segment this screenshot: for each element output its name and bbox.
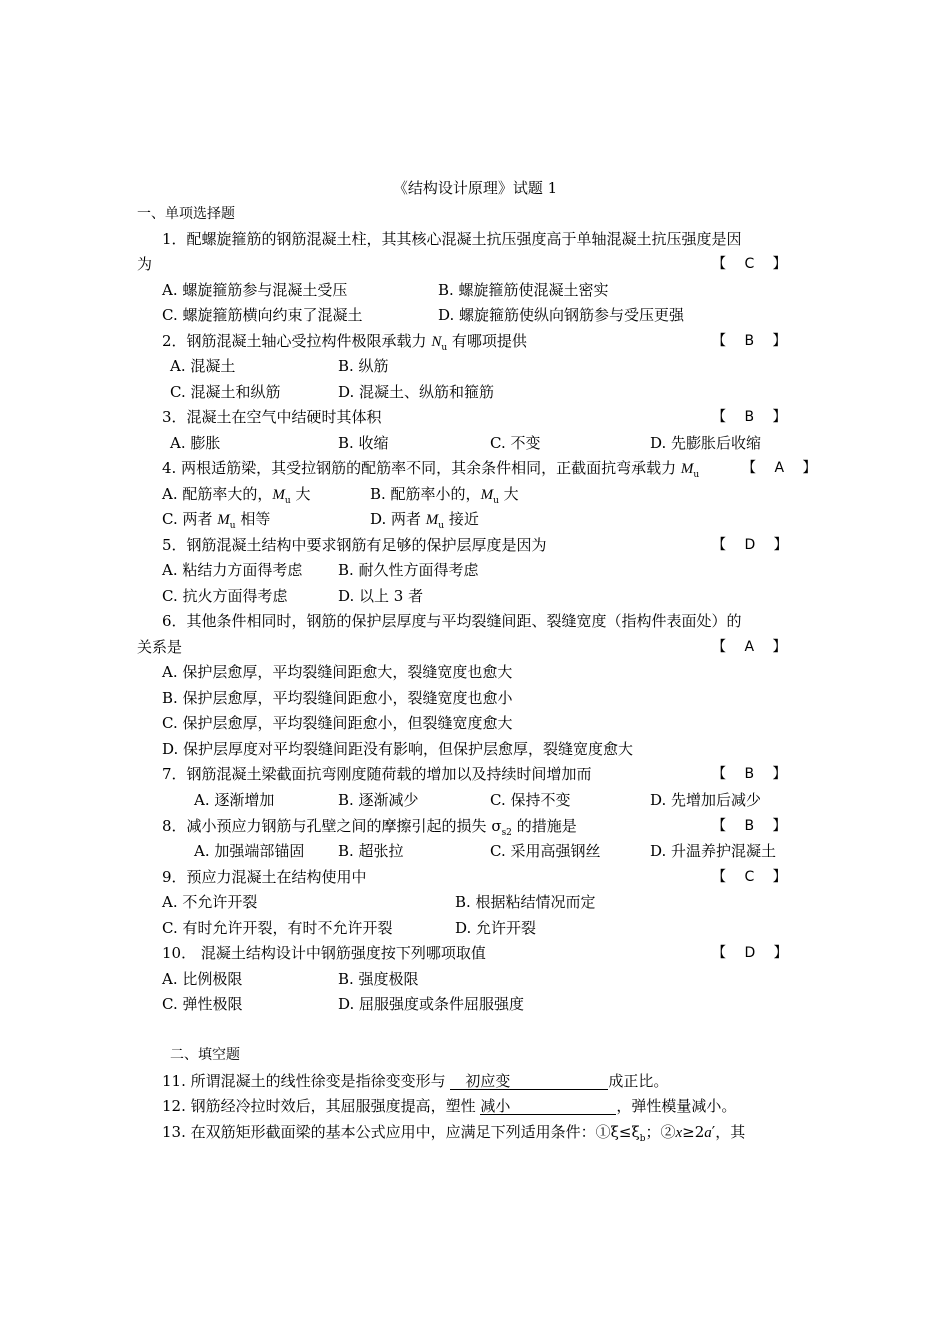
question-3-option-b: B. 收缩 [338, 434, 389, 452]
question-5-option-a: A. 粘结力方面得考虑 [162, 561, 303, 579]
question-10-text: 10． 混凝土结构设计中钢筋强度按下列哪项取值 [162, 944, 486, 962]
question-2-option-c: C. 混凝土和纵筋 [170, 383, 281, 401]
symbol-n: N [431, 334, 442, 350]
option-a-text: A. 配筋率大的， [162, 485, 273, 503]
question-8-option-c: C. 采用高强钢丝 [490, 842, 601, 860]
question-10-option-b: B. 强度极限 [338, 970, 419, 988]
question-6-continuation: 关系是 [137, 638, 183, 656]
question-2-prefix: 2．钢筋混凝土轴心受拉构件极限承载力 [162, 332, 432, 350]
subscript-s2: s2 [501, 828, 512, 838]
question-12-blank: 减小 [480, 1098, 616, 1115]
question-1-option-d: D. 螺旋箍筋使纵向钢筋参与受压更强 [438, 306, 685, 324]
question-3-option-c: C. 不变 [490, 434, 541, 452]
question-8-prefix: 8．减小预应力钢筋与孔壁之间的摩擦引起的损失 σ [162, 817, 502, 835]
symbol-x: x [675, 1125, 683, 1141]
option-d-text: D. 两者 [370, 510, 426, 528]
option-b-text: B. 配筋率小的， [370, 485, 481, 503]
option-a-suffix: 大 [290, 485, 311, 503]
question-13-mid: ；② [645, 1123, 676, 1141]
question-4-option-b [370, 484, 519, 511]
question-5-text: 5．钢筋混凝土结构中要求钢筋有足够的保护层厚度是因为 [162, 536, 547, 554]
question-6-answer: 【 A 】 [712, 639, 787, 655]
question-11 [162, 1071, 668, 1091]
question-1-option-a: A. 螺旋箍筋参与混凝土受压 [162, 281, 348, 299]
symbol-a: a [704, 1125, 712, 1141]
question-2-text [162, 331, 527, 358]
section-heading-single-choice: 一、单项选择题 [137, 206, 235, 222]
question-9-option-d: D. 允许开裂 [455, 919, 537, 937]
question-1-answer: 【 C 】 [712, 256, 787, 272]
subscript-u: u [284, 496, 291, 506]
question-12 [162, 1096, 736, 1116]
symbol-m: M [272, 487, 285, 503]
question-6-option-b: B. 保护层愈厚，平均裂缝间距愈小，裂缝宽度也愈小 [162, 689, 513, 707]
option-c-text: C. 两者 [162, 510, 218, 528]
question-7-option-d: D. 先增加后减少 [650, 791, 762, 809]
question-3-answer: 【 B 】 [712, 409, 787, 425]
question-6-option-a: A. 保护层愈厚，平均裂缝间距愈大，裂缝宽度也愈大 [162, 663, 513, 681]
question-12-prefix: 12. 钢筋经冷拉时效后，其屈服强度提高，塑性 [162, 1097, 481, 1115]
question-13-ge: ≥2 [682, 1123, 705, 1141]
question-4-prefix: 4. 两根适筋梁，其受拉钢筋的配筋率不同，其余条件相同，正截面抗弯承载力 [162, 459, 681, 477]
question-9-option-c: C. 有时允许开裂，有时不允许开裂 [162, 919, 393, 937]
question-11-blank: 初应变 [450, 1073, 608, 1090]
symbol-m: M [425, 512, 439, 528]
question-13-suffix: ′，其 [711, 1123, 746, 1141]
subscript-u: u [693, 470, 700, 480]
subscript-u: u [441, 343, 448, 353]
symbol-m: M [217, 512, 230, 528]
section-heading-fill-in: 二、填空题 [170, 1047, 240, 1063]
question-13-prefix: 13. 在双筋矩形截面梁的基本公式应用中，应满足下列适用条件：①ξ≤ξ [162, 1123, 640, 1141]
subscript-b: b [639, 1134, 646, 1144]
question-2-option-d: D. 混凝土、纵筋和箍筋 [338, 383, 495, 401]
question-7-answer: 【 B 】 [712, 766, 787, 782]
question-1-text: 1．配螺旋箍筋的钢筋混凝土柱，其其核心混凝土抗压强度高于单轴混凝土抗压强度是因 [162, 230, 742, 248]
question-10-option-d: D. 屈服强度或条件屈服强度 [338, 995, 525, 1013]
question-10-option-c: C. 弹性极限 [162, 995, 243, 1013]
question-4-option-c [162, 509, 270, 536]
question-9-option-b: B. 根据粘结情况而定 [455, 893, 596, 911]
question-9-text: 9．预应力混凝土在结构使用中 [162, 868, 367, 886]
question-10-answer: 【 D 】 [712, 945, 788, 961]
subscript-u: u [229, 521, 236, 531]
question-7-option-a: A. 逐渐增加 [194, 791, 275, 809]
question-12-suffix: ，弹性模量减小。 [616, 1097, 737, 1115]
question-2-suffix: 有哪项提供 [447, 332, 527, 350]
question-2-answer: 【 B 】 [712, 333, 787, 349]
question-6-text: 6．其他条件相同时，钢筋的保护层厚度与平均裂缝间距、裂缝宽度（指构件表面处）的 [162, 612, 742, 630]
question-5-option-c: C. 抗火方面得考虑 [162, 587, 288, 605]
question-8-text [162, 816, 577, 843]
question-8-option-a: A. 加强端部锚固 [194, 842, 305, 860]
question-8-suffix: 的措施是 [511, 817, 577, 835]
question-3-option-d: D. 先膨胀后收缩 [650, 434, 762, 452]
question-6-option-d: D. 保护层厚度对平均裂缝间距没有影响，但保护层愈厚，裂缝宽度愈大 [162, 740, 634, 758]
question-5-answer: 【 D 】 [712, 537, 788, 553]
question-2-option-a: A. 混凝土 [170, 357, 236, 375]
question-8-option-b: B. 超张拉 [338, 842, 404, 860]
question-8-answer: 【 B 】 [712, 818, 787, 834]
question-4-text [162, 458, 699, 485]
question-1-option-b: B. 螺旋箍筋使混凝土密实 [438, 281, 609, 299]
question-5-option-b: B. 耐久性方面得考虑 [338, 561, 479, 579]
question-5-option-d: D. 以上 3 者 [338, 587, 424, 605]
option-c-suffix: 相等 [235, 510, 271, 528]
question-13 [162, 1122, 745, 1149]
question-2-option-b: B. 纵筋 [338, 357, 389, 375]
question-11-suffix: 成正比。 [608, 1072, 669, 1090]
question-10-option-a: A. 比例极限 [162, 970, 243, 988]
question-3-option-a: A. 膨胀 [170, 434, 221, 452]
question-11-prefix: 11. 所谓混凝土的线性徐变是指徐变变形与 [162, 1072, 451, 1090]
symbol-m: M [480, 487, 494, 503]
subscript-u: u [438, 521, 445, 531]
question-9-answer: 【 C 】 [712, 869, 787, 885]
question-9-option-a: A. 不允许开裂 [162, 893, 258, 911]
symbol-m: M [680, 461, 694, 477]
question-8-option-d: D. 升温养护混凝土 [650, 842, 777, 860]
question-7-option-b: B. 逐渐减少 [338, 791, 419, 809]
document-title: 《结构设计原理》试题 1 [392, 179, 558, 197]
question-4-answer: 【 A 】 [742, 460, 817, 476]
option-d-suffix: 接近 [444, 510, 479, 528]
question-7-text: 7．钢筋混凝土梁截面抗弯刚度随荷载的增加以及持续时间增加而 [162, 765, 592, 783]
question-4-option-a [162, 484, 310, 511]
question-6-option-c: C. 保护层愈厚，平均裂缝间距愈小，但裂缝宽度愈大 [162, 714, 513, 732]
question-3-text: 3．混凝土在空气中结硬时其体积 [162, 408, 382, 426]
question-1-option-c: C. 螺旋箍筋横向约束了混凝土 [162, 306, 363, 324]
option-b-suffix: 大 [498, 485, 519, 503]
question-4-option-d [370, 509, 479, 536]
question-1-continuation: 为 [137, 255, 153, 273]
subscript-u: u [493, 496, 499, 506]
question-7-option-c: C. 保持不变 [490, 791, 571, 809]
